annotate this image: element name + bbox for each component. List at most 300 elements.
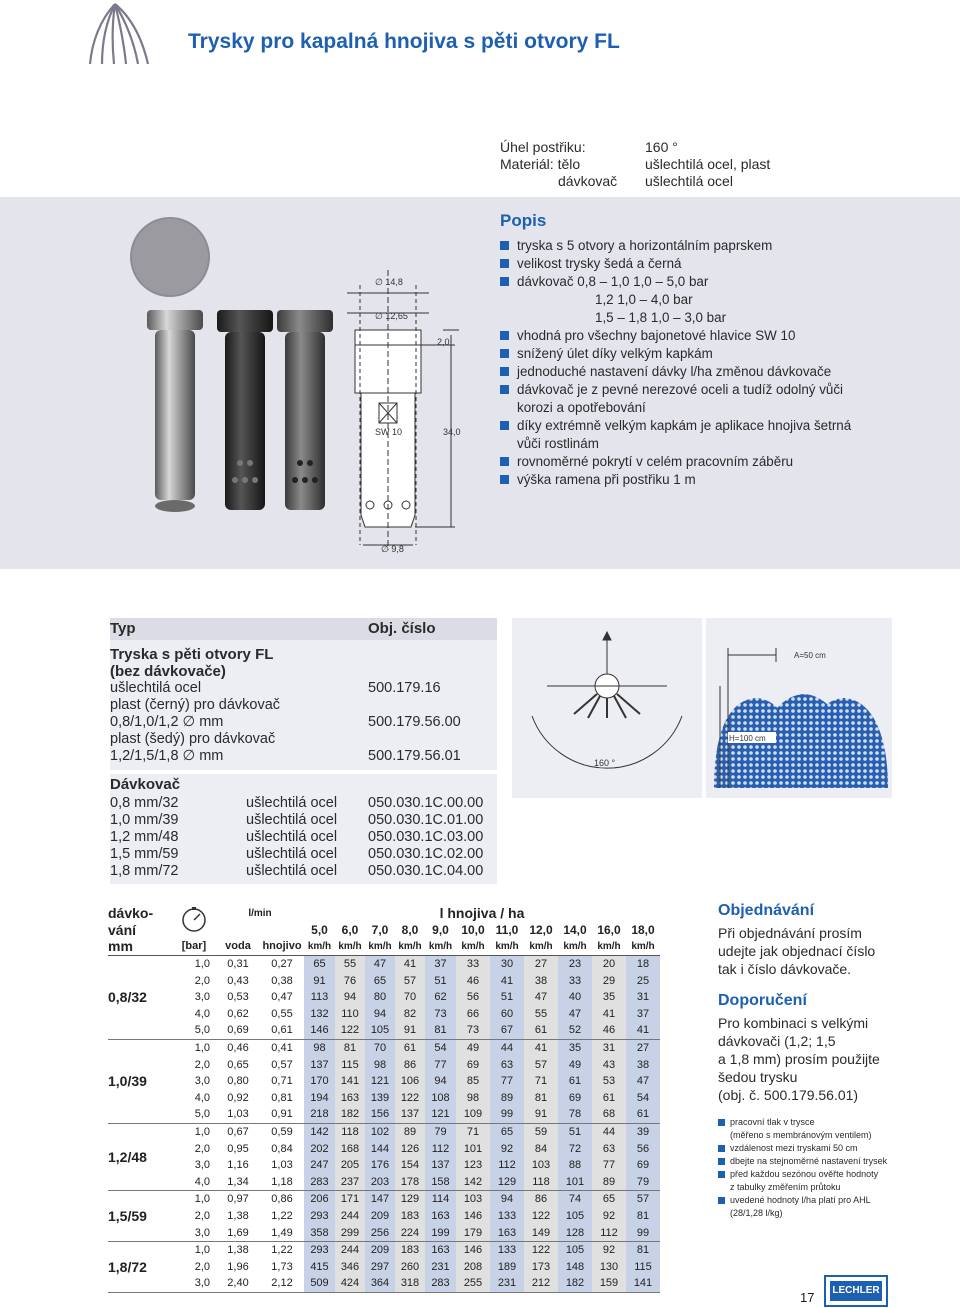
flow-cell: 237 [335,1174,365,1191]
flow-cell: 182 [558,1275,592,1292]
popis-line-text: vhodná pro všechny bajonetové hlavice SW 10 [517,328,796,343]
dosing-row [110,829,497,846]
flow-cell: 4,0 [194,1091,210,1104]
flow-cell: 1,0 [194,1042,210,1055]
flow-cell: 43 [592,1056,626,1073]
unit-header: km/h [529,940,553,952]
bullet-square-icon [500,385,509,394]
dosing-size: 1,8 mm/72 [110,863,179,879]
flow-cell: 0,55 [271,1007,293,1020]
flow-cell: 85 [456,1073,490,1090]
flow-cell: 2,0 [194,1209,210,1222]
flow-cell: 112 [425,1140,456,1157]
unit-header: km/h [338,940,362,952]
popis-line-text: rovnoměrné pokrytí v celém pracovním záběru [517,454,794,469]
flow-table [108,905,700,1293]
flow-cell: 106 [395,1073,425,1090]
flow-cell: 105 [365,1022,395,1039]
dosing-row [110,795,497,812]
flow-row [108,1140,660,1157]
flow-cell: 346 [335,1258,365,1275]
sw10-label: SW 10 [375,427,403,437]
flow-cell: 54 [626,1090,660,1107]
flow-cell: 65 [304,955,335,972]
flow-cell: 128 [558,1224,592,1241]
dosing-heading: Dávkovač [110,776,181,793]
note-text: vzdálenost mezi tryskami 50 cm [730,1143,858,1153]
bullet-square-icon [718,1197,725,1204]
flow-cell: 0,59 [271,1126,293,1139]
popis-line [500,435,940,453]
unit-header: km/h [368,940,392,952]
flow-cell: 1,38 [227,1209,249,1222]
flow-cell: 110 [335,1006,365,1023]
flow-cell: 133 [490,1208,524,1225]
dosing-row [110,812,497,829]
col-type: Typ [110,620,136,637]
speed-header: 8,0 [401,922,419,937]
flow-cell: 51 [558,1123,592,1140]
flow-cell: 31 [592,1039,626,1056]
flow-cell: 71 [524,1073,558,1090]
flow-row [108,1039,660,1056]
flow-cell: 5,0 [194,1108,210,1121]
flow-row [108,1006,660,1023]
flow-cell: 57 [395,972,425,989]
popis-line [500,453,940,471]
flow-cell: 122 [524,1241,558,1258]
flow-cell: 51 [425,972,456,989]
flow-cell: 0,38 [271,974,293,987]
diam-98-label: ∅ 9,8 [381,544,404,554]
flow-cell: 47 [558,1006,592,1023]
type-row [110,646,497,663]
flow-cell: 41 [626,1022,660,1039]
flow-cell: 38 [524,972,558,989]
flow-cell: 69 [626,1157,660,1174]
flow-cell: 77 [592,1157,626,1174]
flow-cell: 154 [395,1157,425,1174]
flow-cell: 122 [335,1022,365,1039]
flow-cell: 2,0 [194,1058,210,1071]
flow-cell: 47 [524,989,558,1006]
unit-header: km/h [597,940,621,952]
flow-cell: 255 [456,1275,490,1292]
flow-cell: 5,0 [194,1024,210,1037]
flow-cell: 37 [626,1006,660,1023]
flow-cell: 293 [304,1208,335,1225]
flow-cell: 0,62 [227,1007,249,1020]
flow-cell: 65 [365,972,395,989]
group-name: 1,8/72 [108,1241,172,1292]
flow-cell: 0,71 [271,1075,293,1088]
dosing-material: ušlechtilá ocel [246,829,338,845]
flow-cell: 102 [365,1123,395,1140]
popis-line-text: díky extrémně velkým kapkám je aplikace hnojiva šetrná [517,418,852,433]
flow-cell: 56 [626,1140,660,1157]
flow-cell: 178 [395,1174,425,1191]
gauge-icon [172,905,216,938]
note-text: z tabulky změřením průtoku [730,1182,841,1192]
flow-row [108,1275,660,1292]
cone-width-label: A=50 cm [794,651,826,660]
order-line: tak i číslo dávkovače. [718,961,852,977]
dosing-label: dávkovač [558,173,618,189]
flow-cell: 44 [490,1039,524,1056]
flow-cell: 103 [524,1157,558,1174]
dosing-material: ušlechtilá ocel [246,863,338,879]
flow-cell: 55 [335,955,365,972]
speed-header: 5,0 [311,922,328,937]
flow-cell: 0,91 [271,1108,293,1121]
popis-line-text: snížený úlet díky velkým kapkám [517,346,713,361]
flow-cell: 33 [456,955,490,972]
popis-line [500,309,940,327]
flow-cell: 44 [592,1123,626,1140]
flow-row [108,1056,660,1073]
flow-cell: 1,0 [194,1126,210,1139]
order-line: Při objednávání prosím [718,925,862,941]
flow-row [108,1123,660,1140]
flow-cell: 0,41 [271,1042,293,1055]
flow-cell: 209 [365,1208,395,1225]
popis-line-text: dávkovač 0,8 – 1,0 1,0 – 5,0 bar [517,274,709,289]
flow-cell: 29 [592,972,626,989]
popis-line-text: jednoduché nastavení dávky l/ha změnou dávkovače [517,364,832,379]
bullet-square-icon [718,1171,725,1178]
flow-cell: 122 [524,1208,558,1225]
flow-cell: 70 [365,1039,395,1056]
flow-cell: 41 [524,1039,558,1056]
flow-cell: 156 [365,1106,395,1123]
flow-cell: 364 [365,1275,395,1292]
flow-cell: 0,53 [227,991,249,1004]
flow-cell: 113 [304,989,335,1006]
flow-cell: 260 [395,1258,425,1275]
flow-cell: 149 [524,1224,558,1241]
flow-cell: 0,80 [227,1075,249,1088]
flow-cell: 23 [558,955,592,972]
flow-cell: 218 [304,1106,335,1123]
flow-cell: 81 [524,1090,558,1107]
flow-cell: 98 [304,1039,335,1056]
flow-cell: 3,0 [194,1159,210,1172]
flow-cell: 18 [626,955,660,972]
h-davko: dávko- [108,905,154,922]
flow-cell: 105 [558,1241,592,1258]
flow-cell: 79 [626,1174,660,1191]
flow-cell: 139 [365,1090,395,1107]
flow-row [108,1022,660,1039]
flow-cell: 297 [365,1258,395,1275]
flow-cell: 69 [558,1090,592,1107]
popis-line [500,273,940,291]
flow-cell: 1,73 [271,1260,293,1273]
flow-cell: 61 [626,1106,660,1123]
flow-cell: 103 [456,1191,490,1208]
spray-angle-figure [512,618,702,798]
flow-cell: 1,69 [227,1226,249,1239]
bullet-square-icon [500,367,509,376]
h-vani: vání [108,921,137,938]
flow-cell: 37 [425,955,456,972]
rec-line: a 1,8 mm) prosím použijte [718,1051,880,1067]
dosing-obj: 050.030.1C.04.00 [368,863,484,879]
flow-cell: 84 [524,1140,558,1157]
note-text: pracovní tlak v trysce [730,1117,815,1127]
type-row [110,680,497,697]
flow-cell: 63 [592,1140,626,1157]
unit-header: km/h [563,940,587,952]
flow-cell: 94 [490,1191,524,1208]
flow-cell: 0,61 [271,1024,293,1037]
coverage-figure [706,618,892,798]
flow-cell: 79 [425,1123,456,1140]
note-line [718,1155,948,1168]
dosing-box [110,774,497,884]
flow-cell: 91 [524,1106,558,1123]
flow-cell: 39 [626,1123,660,1140]
flow-cell: 163 [335,1090,365,1107]
flow-cell: 137 [304,1056,335,1073]
flow-cell: 146 [456,1208,490,1225]
popis-line [500,363,940,381]
speed-header: 12,0 [529,922,553,937]
flow-cell: 4,0 [194,1007,210,1020]
type-name: plast (černý) pro dávkovač [110,697,281,713]
flow-cell: 126 [395,1140,425,1157]
flow-cell: 358 [304,1224,335,1241]
right-column [718,902,948,1220]
flow-cell: 141 [626,1275,660,1292]
flow-cell: 283 [304,1174,335,1191]
flow-cell: 205 [335,1157,365,1174]
flow-cell: 144 [365,1140,395,1157]
rec-line: dávkovači (1,2; 1,5 [718,1033,836,1049]
flow-cell: 1,0 [194,1193,210,1206]
flow-cell: 0,69 [227,1024,249,1037]
flow-cell: 88 [558,1157,592,1174]
speed-header: 14,0 [563,922,587,937]
flow-row [108,989,660,1006]
type-row [110,697,497,714]
flow-cell: 256 [365,1224,395,1241]
flow-cell: 86 [524,1191,558,1208]
flow-cell: 99 [490,1106,524,1123]
flow-cell: 0,31 [227,958,249,971]
unit-header: km/h [307,940,332,952]
bullet-square-icon [718,1119,725,1126]
bullet-square-icon [718,1158,725,1165]
type-obj: 500.179.56.00 [368,714,461,730]
material-value: ušlechtilá ocel, plast [645,156,771,172]
type-name: (bez dávkovače) [110,663,226,680]
group-name: 1,5/59 [108,1191,172,1242]
flow-cell: 20 [592,955,626,972]
flow-cell: 3,0 [194,1075,210,1088]
flow-cell: 199 [425,1224,456,1241]
flow-cell: 0,46 [227,1042,249,1055]
order-line: udejte jak objednací číslo [718,943,876,959]
spec-block [500,139,770,190]
rec-line: (obj. č. 500.179.56.01) [718,1087,859,1103]
flow-row [108,1208,660,1225]
page-number: 17 [800,1290,815,1305]
h-bar: [bar] [181,940,207,953]
flow-cell: 0,81 [271,1091,293,1104]
speed-header: 7,0 [371,922,389,937]
note-text: před každou sezónou ověřte hodnoty [730,1169,879,1179]
popis-line [500,255,940,273]
flow-cell: 0,27 [271,958,293,971]
cone-height-label: H=100 cm [729,734,766,743]
flow-cell: 77 [425,1056,456,1073]
flow-cell: 114 [425,1191,456,1208]
flow-cell: 55 [524,1006,558,1023]
flow-cell: 86 [395,1056,425,1073]
flow-cell: 194 [304,1090,335,1107]
flow-cell: 0,86 [271,1193,293,1206]
flow-cell: 71 [456,1123,490,1140]
speed-header: 9,0 [432,922,449,937]
flow-cell: 1,03 [227,1108,249,1121]
flow-cell: 98 [365,1056,395,1073]
h-hnojivo: hnojivo [262,940,302,953]
flow-cell: 179 [456,1224,490,1241]
flow-cell: 176 [365,1157,395,1174]
flow-cell: 40 [558,989,592,1006]
flow-cell: 82 [395,1006,425,1023]
flow-cell: 118 [335,1123,365,1140]
flow-cell: 69 [456,1056,490,1073]
flow-cell: 61 [558,1073,592,1090]
flow-cell: 76 [335,972,365,989]
rec-text [718,1014,948,1104]
flow-cell: 109 [456,1106,490,1123]
lechler-logo [824,1275,888,1307]
lechler-brand: LECHLER [830,1281,882,1301]
flow-cell: 27 [626,1039,660,1056]
note-text: (měřeno s membránovým ventilem) [730,1130,872,1140]
flow-cell: 146 [304,1022,335,1039]
speed-header: 10,0 [461,922,485,937]
flow-row [108,1224,660,1241]
flow-cell: 78 [558,1106,592,1123]
note-line [718,1207,948,1220]
dosing-obj: 050.030.1C.02.00 [368,846,484,862]
flow-cell: 94 [425,1073,456,1090]
dosing-row [110,846,497,863]
bullet-square-icon [500,349,509,358]
h-lha: l hnojiva / ha [439,905,525,922]
flow-cell: 247 [304,1157,335,1174]
popis-line [500,471,940,489]
bullet-square-icon [500,259,509,268]
note-line [718,1129,948,1142]
flow-cell: 57 [626,1191,660,1208]
flow-row [108,1241,660,1258]
angle-label: Úhel postřiku: [500,139,586,155]
flow-cell: 147 [365,1191,395,1208]
spray-angle-label: 160 ° [594,758,616,768]
popis-line-text: vůči rostlinám [517,436,599,451]
flow-cell: 244 [335,1241,365,1258]
h-mm: mm [108,938,133,955]
unit-header: km/h [631,940,655,952]
flow-cell: 53 [592,1073,626,1090]
flow-row [108,1106,660,1123]
flow-cell: 3,0 [194,1277,210,1290]
flow-cell: 1,0 [194,958,210,971]
flow-cell: 224 [395,1224,425,1241]
flow-cell: 202 [304,1140,335,1157]
height-34-label: 34,0 [443,427,461,437]
flow-cell: 203 [365,1174,395,1191]
flow-cell: 1,96 [227,1260,249,1273]
flow-cell: 41 [395,955,425,972]
flow-cell: 74 [558,1191,592,1208]
note-text: (28/1,28 l/kg) [730,1208,783,1218]
flow-cell: 171 [335,1191,365,1208]
bullet-square-icon [500,475,509,484]
flow-cell: 51 [490,989,524,1006]
flow-cell: 63 [490,1056,524,1073]
flow-cell: 47 [365,955,395,972]
dosing-size: 0,8 mm/32 [110,795,179,811]
flow-cell: 231 [425,1258,456,1275]
dosing-obj: 050.030.1C.00.00 [368,795,484,811]
flow-cell: 206 [304,1191,335,1208]
page-title: Trysky pro kapalná hnojiva s pěti otvory FL [188,30,620,53]
flow-cell: 163 [425,1208,456,1225]
flow-cell: 173 [524,1258,558,1275]
flow-cell: 2,0 [194,974,210,987]
flow-cell: 81 [626,1208,660,1225]
flow-cell: 98 [456,1090,490,1107]
bullet-square-icon [500,421,509,430]
flow-cell: 105 [558,1208,592,1225]
flow-row [108,1174,660,1191]
unit-header: km/h [495,940,519,952]
notes-list [718,1116,948,1220]
flow-cell: 41 [490,972,524,989]
flow-cell: 122 [395,1090,425,1107]
dosing-size: 1,0 mm/39 [110,812,179,828]
rec-line: Pro kombinaci s velkými [718,1015,869,1031]
flow-cell: 46 [592,1022,626,1039]
flow-cell: 2,12 [271,1277,293,1290]
flow-row [108,1191,660,1208]
unit-header: km/h [461,940,485,952]
type-row [110,714,497,731]
group-name: 1,2/48 [108,1123,172,1190]
speed-header: 16,0 [597,922,621,937]
flow-cell: 182 [335,1106,365,1123]
flow-cell: 170 [304,1073,335,1090]
flow-cell: 4,0 [194,1175,210,1188]
flow-cell: 121 [425,1106,456,1123]
h-lmin: l/min [248,907,272,919]
flow-cell: 1,38 [227,1244,249,1257]
flow-cell: 89 [490,1090,524,1107]
flow-cell: 133 [490,1241,524,1258]
flow-cell: 31 [626,989,660,1006]
flow-cell: 424 [335,1275,365,1292]
flow-cell: 415 [304,1258,335,1275]
flow-cell: 115 [626,1258,660,1275]
flow-cell: 68 [592,1106,626,1123]
flow-cell: 73 [425,1006,456,1023]
